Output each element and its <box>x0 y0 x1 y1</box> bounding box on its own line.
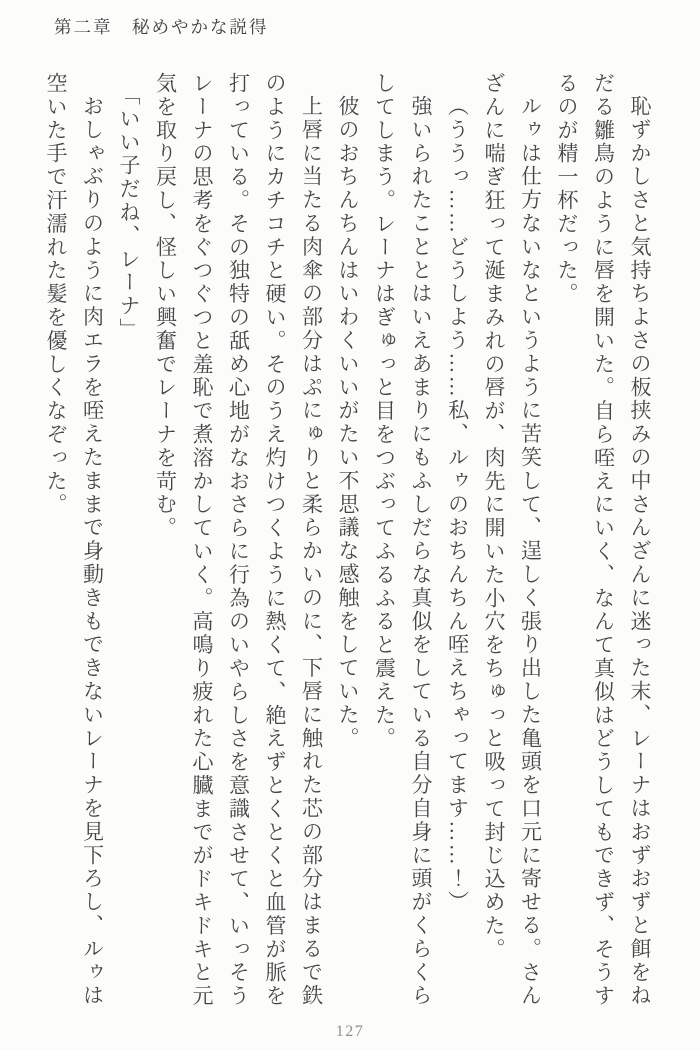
chapter-header: 第二章 秘めやかな説得 <box>54 17 269 37</box>
paragraph: ルゥは仕方ないなというように苦笑して、逞しく張り出した亀頭を口元に寄せる。さんざんに喘ぎ狂って涎まみれの唇が、肉先に開いた小穴をちゅっと吸って封じ込めた。 <box>482 72 543 1008</box>
page-number: 127 <box>335 1023 365 1040</box>
paragraph: 強いられたこととはいえあまりにもふしだらな真似をしている自分自身に頭がくらくらしてしまう。レーナはぎゅっと目をつぶってふるふると震えた。 <box>372 72 433 1008</box>
page-text <box>36 72 658 1016</box>
paragraph: 恥ずかしさと気持ちよさの板挟みの中さんざんに迷った末、レーナはおずおずと餌をねだる雛鳥のように唇を開いた。自ら咥えにいく、なんて真似はどうしてもできず、そうするのが精一杯だった。 <box>555 72 652 1008</box>
paragraph: 彼のおちんちんはいわくいいがたい不思議な感触をしていた。 <box>336 95 360 751</box>
paragraph: おしゃぶりのように肉エラを咥えたままで身動きもできないレーナを見下ろし、ルゥは空いた手で汗濡れた髪を優しくなぞった。 <box>44 72 105 1008</box>
paragraph: 「いい子だね、レーナ」 <box>117 83 141 342</box>
paragraph: 上唇に当たる肉傘の部分はぷにゅりと柔らかいのに、下唇に触れた芯の部分はまるで鉄のようにカチコチと硬い。そのうえ灼けつくように熱くて、絶えずとくとくと血管が脈を打っている。その独特の舐め心地がなおさらに行為のいやらしさを意識させて、いっそうレーナの思考をぐつぐつと羞恥で煮溶かしていく。高鳴り疲れた心臓までがドキドキと元気を取り戻し、怪しい興奮でレーナを苛む。 <box>153 72 324 1008</box>
paragraph: （ううっ……どうしよう……私、ルゥのおちんちん咥えちゃってます……！） <box>445 95 470 915</box>
